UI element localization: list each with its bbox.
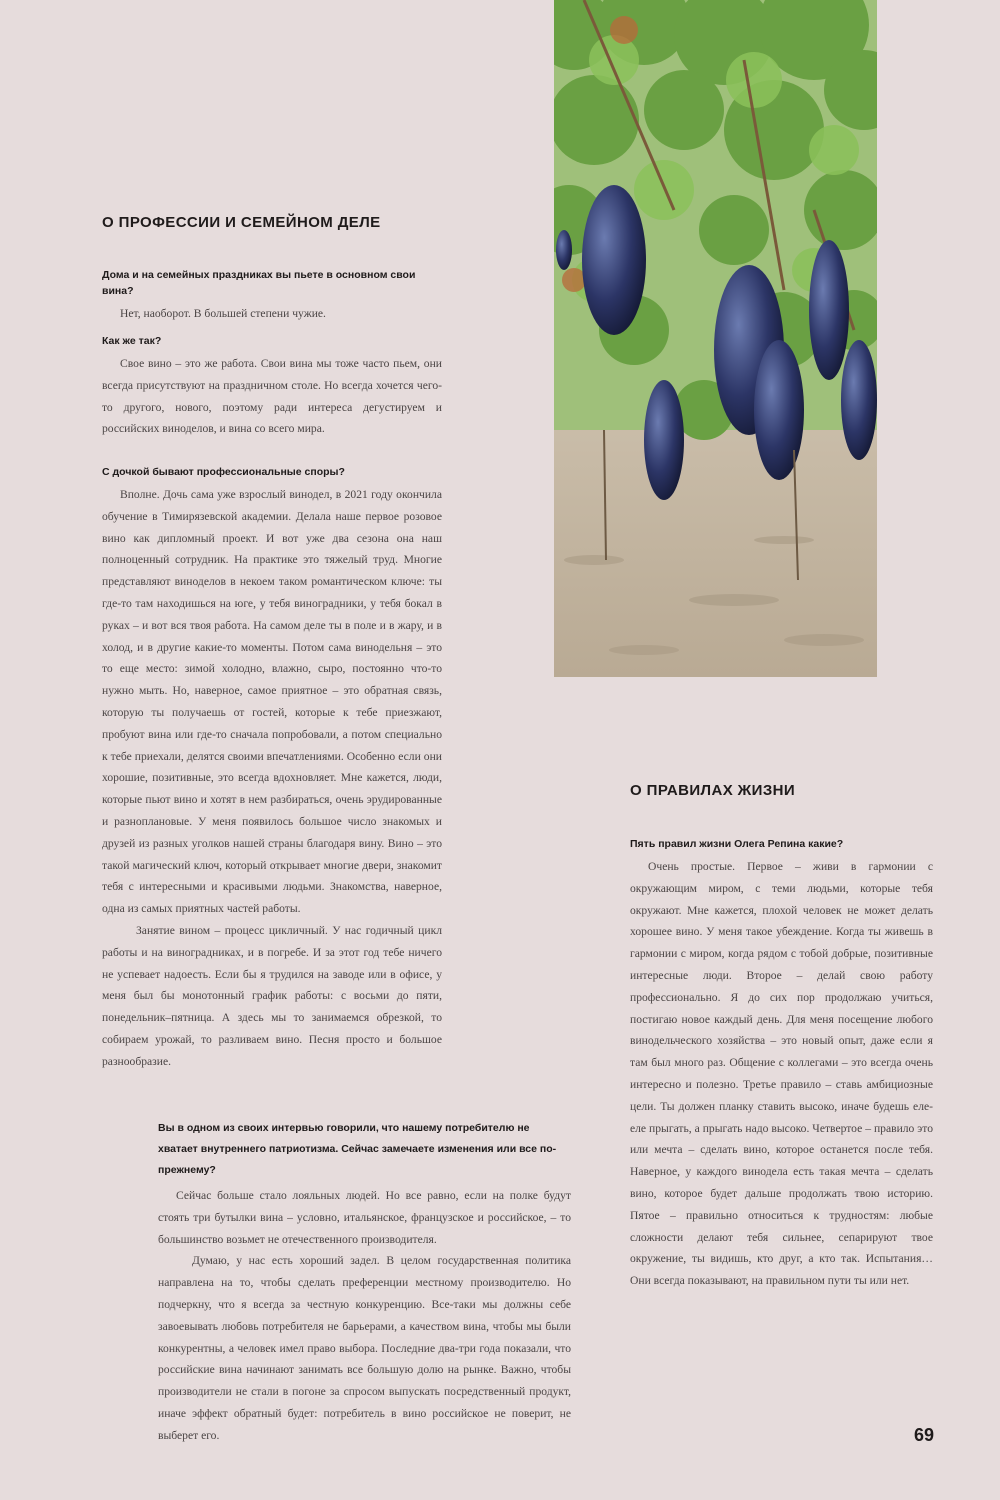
qa-block-2: [102, 333, 442, 440]
question-2: Как же так?: [102, 335, 162, 347]
question-patriotism: Вы в одном из своих интервью говорили, что нашему потребителю не хватает внутреннего патриотизма. Сейчас замечаете изменения или все по-прежнему?: [158, 1122, 557, 1176]
page-number: 69: [914, 1425, 935, 1445]
question-1: Дома и на семейных праздниках вы пьете в основном свои вина?: [102, 269, 416, 297]
question-rules: Пять правил жизни Олега Репина какие?: [630, 838, 844, 850]
answer-3-continued: Занятие вином – процесс цикличный. У нас годичный цикл работы и на виноградниках, и в погребе. И за этот год тебе ничего не успевает надоесть. Если бы я трудился на заводе или в офисе, у меня был бы монотонный график работы: с восьми до пяти, понедельник–пятница. А здесь мы то занимаемся обрезкой, то собираем урожай, то разливаем вино. Песня просто и большое разнообразие.: [102, 923, 442, 1068]
qa-block-patriotism: [158, 1118, 571, 1447]
answer-2: Свое вино – это же работа. Свои вина мы тоже часто пьем, они всегда присутствуют на праздничном столе. Но всегда хочется чего-то другого, нового, поэтому ради интереса дегустируем и российских виноделов, и вина со всего мира.: [102, 357, 442, 436]
qa-block-3: [102, 464, 442, 1073]
qa-block-1: [102, 267, 442, 325]
question-3: С дочкой бывают профессиональные споры?: [102, 466, 345, 478]
answer-patriotism-2: Думаю, у нас есть хороший задел. В целом государственная политика направлена на то, чтобы сделать преференции местному производителю. Но подчеркну, что я всегда за честную конкуренцию. Все-таки мы должны себе завоевывать любовь потребителя не барьерами, а качеством вина, чтобы мы были конкурентны, а человек имел право выбора. Последние два-три года показали, что российские вина начинают занимать все большую долю на рынке. Важно, чтобы производители не стали в погоне за спросом выпускать посредственный продукт, иначе эффект обратный будет: потребитель в вино российское не поверит, не выберет его.: [158, 1254, 571, 1442]
qa-block-rules: [630, 836, 933, 1292]
section-title-profession: О ПРОФЕССИИ И СЕМЕЙНОМ ДЕЛЕ: [102, 214, 381, 231]
answer-rules: Очень простые. Первое – живи в гармонии с окружающим миром, с теми людьми, которые тебя окружают. Мне кажется, плохой человек не может делать хорошее вино. У меня такое убеждение. Когда ты живешь в гармонии с миром, когда рядом с тобой добрые, позитивные интересные люди. Второе – делай свою работу профессионально. Я до сих пор продолжаю учиться, постигаю новое каждый день. Для меня посещение любого винодельческого хозяйства – это новый опыт, даже если я там был много раз. Общение с коллегами – это всегда очень интересно и полезно. Третье правило – ставь амбициозные цели. Ты должен планку ставить высоко, иначе будешь еле-еле прыгать, а прыгать надо высоко. Четвертое – правило это или мечта – сделать вино, которое останется после тебя. Наверное, у каждого винодела есть такая мечта – сделать вино, которое будет дальше продолжать твою историю. Пятое – правильно относиться к трудностям: любые сложности делают тебя сильнее, сепарируют твое окружение, ты видишь, кто друг, а кто так. Испытания… Они всегда показывают, на правильном пути ты или нет.: [630, 860, 933, 1288]
grape-vine-illustration: [554, 0, 877, 677]
section-title-rules: О ПРАВИЛАХ ЖИЗНИ: [630, 782, 796, 799]
answer-3: Вполне. Дочь сама уже взрослый винодел, в 2021 году окончила обучение в Тимирязевской академии. Делала наше первое розовое вино как дипломный проект. И вот уже два сезона она наш полноценный сотрудник. На практике это тяжелый труд. Многие представляют виноделов в некоем таком романтическом ключе: ты где-то там находишься на юге, у тебя виноградники, у тебя бокал в руках – и вот вся твоя работа. На самом деле ты в поле и в жару, и в холод, и в другие какие-то моменты. Потом сама винодельня – это то еще место: зимой холодно, влажно, сыро, постоянно что-то нужно мыть. Но, наверное, самое приятное – это обратная связь, которую ты получаешь от гостей, которые к тебе приезжают, пробуют вина или где-то сначала попробовали, а потом специально к тебе приехали, делятся своими впечатлениями. Особенно если они хорошие, позитивные, это всегда вдохновляет. Мне кажется, люди, которые пьют вино и хотят в нем разбираться, очень эрудированные и разноплановые. У меня появилось большое число знакомых и друзей из разных уголков нашей страны благодаря вину. Вино – это такой магический ключ, который открывает многие двери, знакомит тебя с интересными и красивыми людьми. Знакомства, наверное, одна из самых приятных частей работы.: [102, 488, 442, 916]
answer-patriotism-1: Сейчас больше стало лояльных людей. Но все равно, если на полке будут стоять три бутылки вина – условно, итальянское, французское и российское, – то большинство возьмет не отечественного производителя.: [158, 1189, 571, 1246]
answer-1: Нет, наоборот. В большей степени чужие.: [120, 307, 326, 320]
grape-vine-photo: [554, 0, 877, 677]
